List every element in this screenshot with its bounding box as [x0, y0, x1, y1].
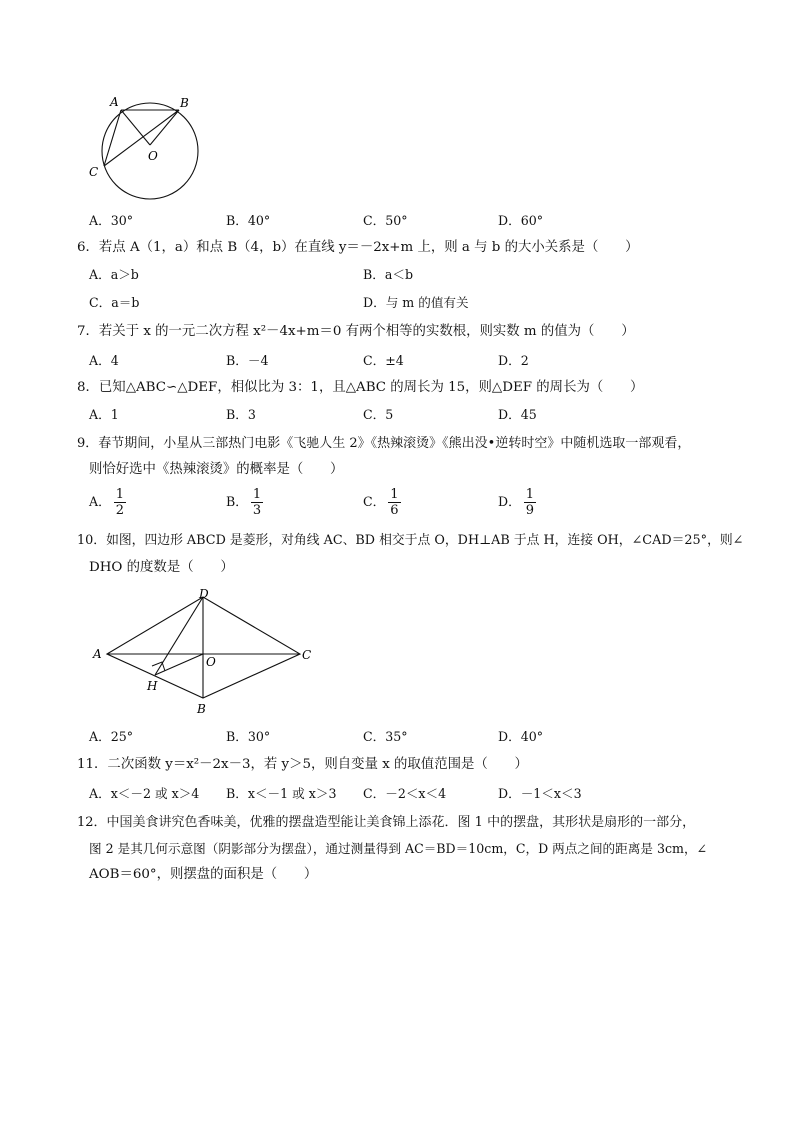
q11-option-b: B．x＜－1 或 x＞3: [226, 786, 337, 801]
q7-option-d: D．2: [498, 353, 529, 368]
q11-option-c: C．－2＜x＜4: [363, 786, 447, 801]
label-d: D: [199, 587, 209, 601]
q6-option-c: C．a＝b: [89, 295, 140, 310]
q7-stem: 7．若关于 x 的一元二次方程 x²－4x+m＝0 有两个相等的实数根，则实数 m 的值为（ ）: [77, 324, 635, 339]
q9-option-c: [363, 488, 401, 517]
label-b: B: [197, 702, 206, 716]
label-c: C: [302, 648, 312, 662]
q5-option-d: D．60°: [498, 213, 544, 228]
q9-option-d: [498, 488, 536, 517]
q5-option-a: A．30°: [89, 213, 134, 228]
label-a: A: [110, 95, 119, 109]
q9-stem-line2: 则恰好选中《热辣滚烫》的概率是（ ）: [89, 462, 344, 477]
q6-option-b: B．a＜b: [363, 267, 414, 282]
label-a: A: [93, 647, 102, 661]
q7-option-c: C．±4: [363, 353, 404, 368]
q9-option-d-letter: D．: [498, 494, 521, 509]
label-b: B: [180, 96, 189, 110]
q10-stem-line2: DHO 的度数是（ ）: [89, 560, 234, 575]
q12-stem-line1: 12．中国美食讲究色香味美，优雅的摆盘造型能让美食锦上添花．图 1 中的摆盘，其形状是扇形的一部分，: [77, 815, 696, 830]
q11-option-a: A．x＜－2 或 x＞4: [89, 786, 200, 801]
segment-bo: [150, 110, 179, 145]
segment-ac: [104, 110, 121, 166]
q12-stem-line2: 图 2 是其几何示意图（阴影部分为摆盘），通过测量得到 AC＝BD＝10cm，C，D 两点之间的距离是 3cm，∠: [89, 841, 708, 856]
q9-option-b: [226, 488, 263, 517]
q9-option-a-fraction: [114, 488, 126, 517]
q9-option-d-numerator: 1: [525, 487, 534, 502]
q11-stem: 11．二次函数 y＝x²－2x－3，若 y＞5，则自变量 x 的取值范围是（ ）: [77, 757, 528, 772]
q9-option-a-numerator: 1: [115, 487, 124, 502]
q6-option-a: A．a＞b: [89, 267, 139, 282]
q10-option-d: D．40°: [498, 729, 544, 744]
q8-stem: 8．已知△ABC∽△DEF，相似比为 3：1，且△ABC 的周长为 15，则△DEF 的周长为（ ）: [77, 380, 644, 395]
q12-stem-line3: AOB＝60°，则摆盘的面积是（ ）: [89, 867, 318, 882]
q9-option-b-fraction: [251, 488, 263, 517]
segment-ao: [121, 110, 150, 145]
q9-option-c-denominator: 6: [390, 503, 399, 518]
q8-option-c: C．5: [363, 407, 394, 422]
q6-option-d: D．与 m 的值有关: [363, 295, 469, 310]
label-o: O: [206, 655, 216, 669]
segment-oh: [155, 654, 203, 675]
q10-option-a: A．25°: [89, 729, 134, 744]
q9-option-d-fraction: [524, 488, 536, 517]
q9-option-b-numerator: 1: [252, 487, 262, 502]
q5-circle-figure: [84, 90, 214, 200]
q9-option-a: [89, 488, 126, 517]
q8-option-d: D．45: [498, 407, 537, 422]
q9-option-c-fraction: [388, 488, 400, 517]
q10-stem-line1: 10．如图，四边形 ABCD 是菱形，对角线 AC、BD 相交于点 O，DH⊥AB 于点 H，连接 OH，∠CAD＝25°，则∠: [77, 533, 744, 548]
q9-stem-line1: 9．春节期间，小星从三部热门电影《飞驰人生 2》《热辣滚烫》《熊出没•逆转时空》中随机选取一部观看，: [77, 436, 691, 451]
q10-option-b: B．30°: [226, 729, 271, 744]
q5-option-b: B．40°: [226, 213, 271, 228]
q8-option-a: A．1: [89, 407, 119, 422]
q7-option-a: A．4: [89, 353, 119, 368]
q9-option-c-numerator: 1: [390, 487, 399, 502]
q9-option-b-letter: B．: [226, 494, 248, 509]
q9-option-c-letter: C．: [363, 494, 386, 509]
q9-option-d-denominator: 9: [525, 503, 534, 518]
q9-option-a-denominator: 2: [115, 503, 124, 518]
q10-rhombus-figure: [90, 586, 322, 718]
label-o: O: [148, 149, 158, 163]
q8-option-b: B．3: [226, 407, 256, 422]
q6-stem: 6．若点 A（1，a）和点 B（4，b）在直线 y＝－2x+m 上，则 a 与 b 的大小关系是（ ）: [77, 240, 639, 255]
label-c: C: [89, 165, 99, 179]
q9-option-a-letter: A．: [89, 494, 111, 509]
q11-option-d: D．－1＜x＜3: [498, 786, 582, 801]
q5-option-c: C．50°: [363, 213, 408, 228]
q9-option-b-denominator: 3: [252, 503, 262, 518]
q7-option-b: B．－4: [226, 353, 269, 368]
label-h: H: [147, 679, 158, 693]
q10-option-c: C．35°: [363, 729, 408, 744]
